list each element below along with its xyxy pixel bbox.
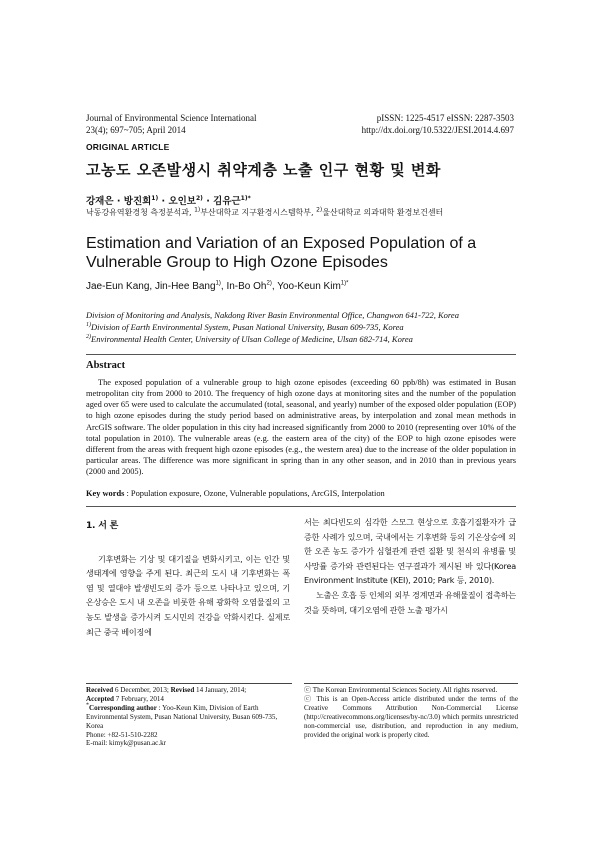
dates-line: [86, 686, 292, 695]
footnote-rule-left: [86, 683, 292, 684]
keywords-text: Population exposure, Ozone, Vulnerable populations, ArcGIS, Interpolation: [130, 489, 385, 498]
body-top-rule: [86, 506, 516, 507]
author-separator: ·: [158, 196, 169, 207]
author-separator: ·: [113, 196, 124, 207]
keywords-sep: :: [124, 489, 131, 498]
article-type: ORIGINAL ARTICLE: [86, 142, 170, 152]
authors-korean: [86, 193, 251, 207]
license-notice: ⓒ This is an Open-Access article distributed under the terms of the Creative Commons Attribution Non-Commercial License (http://creativecommons.org/licenses/by-nc/3.0) which permits unrestricted non-commercial use, distribution, and reproduction in any medium, provided the original work is properly cited.: [304, 694, 518, 739]
journal-header-left: [86, 112, 256, 136]
author-ko-name: 강재은: [86, 196, 114, 207]
affil-ko-text: 울산대학교 의과대학 환경보건센터: [322, 208, 444, 217]
section-heading-intro: 1. 서 론: [86, 521, 119, 531]
received-date: 6 December, 2013;: [113, 686, 171, 694]
affil-en-sup: 2): [86, 334, 91, 341]
affil-en-line: Division of Monitoring and Analysis, Nakdong River Basin Environmental Office, Changwon 641-722, Korea: [86, 310, 459, 320]
revised-date: 14 January, 2014;: [194, 686, 247, 694]
body-column-right: [304, 515, 516, 617]
email-link[interactable]: E-mail: kimyk@pusan.ac.kr: [86, 739, 167, 748]
abstract-top-rule: [86, 354, 516, 355]
author-en-sup: 1): [215, 280, 221, 287]
author-en-name: Jin-Hee Bang: [154, 281, 216, 292]
author-ko-name: 방진희: [123, 196, 152, 207]
author-en-name: Jae-Eun Kang: [86, 281, 150, 292]
body-paragraph: 노출은 호흡 등 인체의 외부 경계면과 유해물질이 접촉하는 것을 뜻하며, 대기오염에 관한 노출 평가시: [304, 589, 516, 615]
keywords: [86, 489, 516, 498]
journal-name: Journal of Environmental Science International: [86, 113, 257, 123]
author-en-name: Yoo-Keun Kim: [277, 281, 341, 292]
abstract-text: The exposed population of a vulnerable group to high ozone episodes (exceeding 60 ppb/8h) was estimated in Busan metropolitan city from 2000 to 2010. The frequency of high ozone days at monitoring sites and the number of the population aged over 65 were used to calculate the accumulated (total, seasonal, and yearly) number of the exposed older population (EOP) to high ozone episodes during the study period based on administrative areas, by interpolation and zonal mean methods in ArcGIS software. The older population in this city had increased significantly from 2000 to 2010 (representing over 10% of the total population in 2010). The vulnerable areas (e.g. the eastern area of the city) of the EOP to high ozone episodes were different from the areas with frequent high ozone episodes (e.g., the western area) due to the increase of the older population in particular areas. The difference was more significant in spring than in any other season, and in 2010 than in previous years (2000 and 2005).: [86, 378, 516, 477]
accepted-label: Accepted: [86, 694, 114, 703]
title-english: Estimation and Variation of an Exposed Population of a Vulnerable Group to High Ozone Episodes: [86, 235, 477, 271]
affiliations-korean: [86, 207, 443, 218]
accepted-line: [86, 695, 292, 704]
body-paragraph: 기후변화는 기상 및 대기질을 변화시키고, 이는 인간 및 생태계에 영향을 주게 된다. 최근의 도시 내 기후변화는 폭염 및 열대야 발생빈도의 증가 등으로 나타나고 있으며, 기온상승은 도시 내 오존을 비롯한 유해 광화학 오염물질의 고농도 발생을 증가시켜 도시민의 건강을 악화시킨다. 실제로 최근 중국 베이징에: [86, 553, 290, 637]
phone: Phone: +82-51-510-2282: [86, 730, 158, 739]
affil-ko-sup: 2): [316, 206, 323, 214]
author-ko-name: 오인보: [168, 196, 196, 207]
affil-en-text: Division of Earth Environmental System, Pusan National University, Busan 609-735, Korea: [91, 322, 404, 332]
author-en-name: In-Bo Oh: [226, 281, 267, 292]
affil-en-text: Environmental Health Center, University of Ulsan College of Medicine, Ulsan 682-714, Korea: [91, 334, 413, 344]
received-label: Received: [86, 686, 114, 694]
footnote-right: [304, 686, 518, 739]
author-ko-sup: 1)*: [240, 194, 251, 202]
footnote-left: [86, 686, 292, 748]
author-en-sup: 2): [266, 280, 272, 287]
corr-text: : Yoo-Keun Kim, Division of Earth Environmental System, Pusan National University, Busan 609-735, Korea: [86, 703, 278, 730]
footnote-rule-right: [304, 683, 518, 684]
author-ko-sup: 2): [195, 194, 203, 202]
body-paragraph: 서는 최다빈도의 심각한 스모그 현상으로 호흡기질환자가 급증한 사례가 있으며, 국내에서는 기후변화 등의 기온상승에 의한 오존 농도 증가가 심혈관계 관련 질환 및 천식의 유병률 및 사망률 증가와 관련된다는 연구결과가 제시된 바 있다(Korea Environment Institute (KEI), 2010; Park 등, 2010).: [304, 517, 516, 586]
affil-ko-sup: 1): [194, 206, 201, 214]
author-en-sup: 1)*: [340, 280, 349, 287]
journal-header-right: [362, 112, 514, 136]
author-separator: ·: [202, 196, 214, 207]
volume-info: 23(4); 697~705; April 2014: [86, 125, 186, 135]
affil-ko-text: 부산대학교 지구환경시스템학부,: [200, 208, 317, 217]
affil-en-sup: 1): [86, 322, 91, 329]
affil-en-line: [86, 321, 526, 333]
corresponding-author: [86, 704, 292, 731]
affil-ko-text: 낙동강유역환경청 측정분석과,: [86, 208, 195, 217]
authors-english: Jae-Eun Kang, Jin-Hee Bang$^{1)}$, In-Bo Oh$^{2)}$, Yoo-Keun Kim$^{1)*}$: [86, 280, 349, 292]
title-korean: 고농도 오존발생시 취약계층 노출 인구 현황 및 변화: [86, 161, 441, 179]
corr-label: Corresponding author: [89, 703, 157, 712]
affil-en-line: [86, 333, 526, 345]
author-ko-sup: 1): [151, 194, 159, 202]
accepted-date: 7 February, 2014: [113, 694, 164, 703]
affiliations-english: [86, 309, 526, 345]
keywords-label: Key words: [86, 489, 125, 498]
copyright-notice: ⓒ The Korean Environmental Sciences Society. All rights reserved.: [304, 686, 498, 694]
author-ko-name: 김유근: [213, 196, 241, 207]
issn: pISSN: 1225-4517 eISSN: 2287-3503: [376, 113, 514, 123]
body-column-left: [86, 515, 290, 639]
corr-sup: *: [86, 702, 89, 709]
doi-link[interactable]: http://dx.doi.org/10.5322/JESI.2014.4.697: [361, 125, 514, 135]
revised-label: Revised: [170, 686, 195, 694]
abstract-heading: Abstract: [86, 360, 126, 371]
